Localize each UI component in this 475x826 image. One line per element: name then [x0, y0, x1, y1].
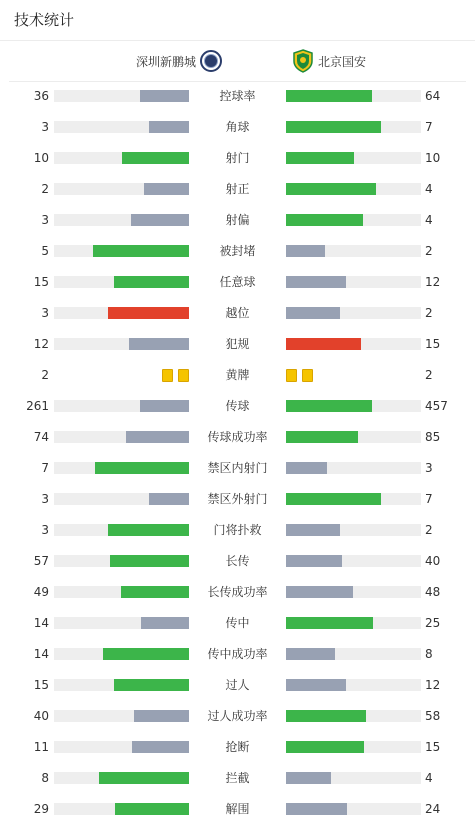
- away-stat-bar: [286, 121, 381, 133]
- stat-row: [0, 267, 475, 298]
- home-stat-value: 40: [33, 709, 49, 723]
- away-stat-value: 85: [425, 430, 441, 444]
- stat-row: [0, 732, 475, 763]
- home-team-logo-icon: [200, 50, 222, 72]
- away-stat-bar: [286, 741, 364, 753]
- away-stat-value: 48: [425, 585, 441, 599]
- stat-row: [0, 360, 475, 391]
- stat-label: 长传: [225, 554, 250, 568]
- home-team[interactable]: [136, 41, 222, 81]
- away-stat-bar-track: [286, 121, 421, 133]
- home-stat-bar-track: [54, 555, 189, 567]
- away-stat-bar-track: [286, 555, 421, 567]
- away-stat-bar-track: [286, 741, 421, 753]
- home-stat-value: 49: [33, 585, 49, 599]
- home-stat-bar: [95, 462, 190, 474]
- yellow-card-icon: [302, 369, 313, 382]
- away-stat-bar-track: [286, 462, 421, 474]
- away-stat-bar-track: [286, 710, 421, 722]
- away-stat-value: 4: [425, 182, 433, 196]
- away-stat-value: 2: [425, 368, 433, 382]
- home-stat-bar-track: [54, 648, 189, 660]
- away-stat-value: 2: [425, 244, 433, 258]
- home-stat-bar-track: [54, 772, 189, 784]
- away-stat-bar: [286, 214, 363, 226]
- home-stat-bar-track: [54, 586, 189, 598]
- stat-row: [0, 763, 475, 794]
- stat-row: [0, 515, 475, 546]
- home-stat-value: 10: [33, 151, 49, 165]
- home-stat-bar: [129, 338, 189, 350]
- stat-label: 被封堵: [219, 244, 256, 258]
- away-stat-bar: [286, 338, 361, 350]
- home-stat-bar: [99, 772, 189, 784]
- away-stat-bar-track: [286, 679, 421, 691]
- away-stat-bar: [286, 586, 353, 598]
- stat-row: [0, 329, 475, 360]
- home-stat-bar-track: [54, 493, 189, 505]
- away-stat-bar-track: [286, 183, 421, 195]
- stat-row: [0, 112, 475, 143]
- home-stat-bar: [110, 555, 189, 567]
- away-stat-bar-track: [286, 524, 421, 536]
- stat-row: [0, 205, 475, 236]
- stat-label: 拦截: [225, 771, 250, 785]
- away-stat-bar: [286, 648, 335, 660]
- stat-label: 任意球: [219, 275, 256, 289]
- stat-row: [0, 174, 475, 205]
- home-stat-bar-track: [54, 462, 189, 474]
- home-stat-bar-track: [54, 617, 189, 629]
- stat-label: 射偏: [225, 213, 250, 227]
- away-stat-bar: [286, 90, 372, 102]
- away-yellow-cards: [286, 369, 313, 382]
- home-stat-bar: [141, 617, 189, 629]
- home-stat-value: 36: [33, 89, 49, 103]
- home-stat-bar: [115, 803, 189, 815]
- home-stat-value: 261: [26, 399, 49, 413]
- away-stat-bar: [286, 152, 354, 164]
- home-stat-bar: [114, 276, 189, 288]
- home-stat-bar: [108, 307, 189, 319]
- away-stat-bar-track: [286, 338, 421, 350]
- away-stat-value: 3: [425, 461, 433, 475]
- home-stat-value: 15: [33, 275, 49, 289]
- stat-row: [0, 143, 475, 174]
- stat-label: 射正: [225, 182, 250, 196]
- home-stat-bar: [149, 493, 190, 505]
- home-stat-value: 3: [41, 523, 49, 537]
- team-header: [9, 41, 466, 82]
- away-stat-bar: [286, 710, 366, 722]
- home-stat-value: 74: [33, 430, 49, 444]
- home-stat-bar: [144, 183, 189, 195]
- away-stat-value: 10: [425, 151, 441, 165]
- home-stat-bar: [131, 214, 189, 226]
- away-stat-value: 64: [425, 89, 441, 103]
- home-stat-value: 7: [41, 461, 49, 475]
- away-stat-bar: [286, 307, 340, 319]
- stat-row: [0, 670, 475, 701]
- stat-label: 门将扑救: [213, 523, 262, 537]
- home-stat-bar-track: [54, 90, 189, 102]
- away-stat-bar: [286, 772, 331, 784]
- away-stat-value: 12: [425, 678, 441, 692]
- home-stat-bar: [126, 431, 189, 443]
- away-stat-value: 15: [425, 337, 441, 351]
- stat-label: 过人成功率: [207, 709, 268, 723]
- stat-row: [0, 701, 475, 732]
- stat-label: 传球: [225, 399, 250, 413]
- stat-label: 过人: [225, 678, 250, 692]
- away-stat-bar-track: [286, 307, 421, 319]
- section-title: 技术统计: [0, 0, 475, 41]
- away-stat-bar: [286, 617, 373, 629]
- stat-row: [0, 236, 475, 267]
- away-stat-value: 2: [425, 306, 433, 320]
- away-stat-bar-track: [286, 214, 421, 226]
- away-stat-bar: [286, 493, 381, 505]
- stat-label: 犯规: [225, 337, 250, 351]
- stat-row: [0, 81, 475, 112]
- away-stat-value: 25: [425, 616, 441, 630]
- away-stat-bar-track: [286, 803, 421, 815]
- away-stat-bar: [286, 524, 340, 536]
- stat-row: [0, 546, 475, 577]
- home-stat-value: 14: [33, 616, 49, 630]
- away-stat-bar: [286, 183, 376, 195]
- home-yellow-cards: [162, 369, 189, 382]
- away-stat-bar-track: [286, 617, 421, 629]
- away-stat-value: 58: [425, 709, 441, 723]
- home-stat-value: 2: [41, 368, 49, 382]
- stat-row: [0, 577, 475, 608]
- home-stat-bar: [140, 400, 189, 412]
- away-stat-value: 7: [425, 492, 433, 506]
- away-stat-value: 2: [425, 523, 433, 537]
- away-stat-bar-track: [286, 493, 421, 505]
- stat-label: 传球成功率: [207, 430, 268, 444]
- away-stat-bar-track: [286, 245, 421, 257]
- home-team-name: 深圳新鹏城: [135, 54, 196, 69]
- home-stat-value: 3: [41, 492, 49, 506]
- away-stat-bar-track: [286, 586, 421, 598]
- away-stat-value: 4: [425, 213, 433, 227]
- away-stat-value: 8: [425, 647, 433, 661]
- away-stat-bar: [286, 431, 358, 443]
- away-stat-value: 15: [425, 740, 441, 754]
- stat-label: 抢断: [225, 740, 250, 754]
- stat-row: [0, 298, 475, 329]
- away-stat-bar-track: [286, 276, 421, 288]
- home-stat-bar-track: [54, 152, 189, 164]
- away-stat-value: 457: [425, 399, 448, 413]
- stat-label: 角球: [225, 120, 250, 134]
- away-stat-value: 40: [425, 554, 441, 568]
- stat-label: 长传成功率: [207, 585, 268, 599]
- home-stat-value: 3: [41, 120, 49, 134]
- stat-label: 越位: [225, 306, 250, 320]
- home-stat-bar-track: [54, 710, 189, 722]
- home-stat-bar: [93, 245, 189, 257]
- stat-label: 传中成功率: [207, 647, 268, 661]
- stat-row: [0, 391, 475, 422]
- away-stat-value: 12: [425, 275, 441, 289]
- away-stat-bar-track: [286, 152, 421, 164]
- yellow-card-icon: [286, 369, 297, 382]
- away-stat-value: 7: [425, 120, 433, 134]
- away-stat-bar: [286, 803, 347, 815]
- home-stat-bar-track: [54, 679, 189, 691]
- home-stat-bar: [114, 679, 189, 691]
- stat-row: [0, 484, 475, 515]
- home-stat-bar-track: [54, 245, 189, 257]
- home-stat-value: 3: [41, 213, 49, 227]
- away-stat-value: 4: [425, 771, 433, 785]
- home-stat-value: 8: [41, 771, 49, 785]
- away-team[interactable]: [292, 41, 366, 81]
- away-stat-bar-track: [286, 90, 421, 102]
- away-stat-bar: [286, 245, 325, 257]
- home-stat-bar-track: [54, 741, 189, 753]
- stat-row: [0, 608, 475, 639]
- away-stat-bar: [286, 679, 346, 691]
- home-stat-bar: [134, 710, 189, 722]
- stat-label: 黄牌: [225, 368, 250, 382]
- home-stat-value: 14: [33, 647, 49, 661]
- home-stat-value: 11: [33, 740, 49, 754]
- away-stat-bar-track: [286, 772, 421, 784]
- home-stat-value: 57: [33, 554, 49, 568]
- stat-label: 禁区内射门: [207, 461, 268, 475]
- home-stat-bar: [108, 524, 189, 536]
- home-stat-value: 12: [33, 337, 49, 351]
- stat-row: [0, 422, 475, 453]
- away-stat-bar-track: [286, 400, 421, 412]
- stat-label: 禁区外射门: [207, 492, 268, 506]
- home-stat-bar: [103, 648, 189, 660]
- away-stat-bar-track: [286, 431, 421, 443]
- home-stat-bar-track: [54, 276, 189, 288]
- stat-label: 传中: [225, 616, 250, 630]
- home-stat-bar-track: [54, 431, 189, 443]
- yellow-card-icon: [162, 369, 173, 382]
- home-stat-bar-track: [54, 338, 189, 350]
- home-stat-bar: [149, 121, 190, 133]
- home-stat-bar-track: [54, 307, 189, 319]
- home-stat-bar: [140, 90, 189, 102]
- home-stat-bar: [121, 586, 189, 598]
- home-stat-bar-track: [54, 121, 189, 133]
- home-stat-value: 5: [41, 244, 49, 258]
- home-stat-bar-track: [54, 524, 189, 536]
- away-stat-bar: [286, 462, 327, 474]
- away-team-logo-icon: [292, 49, 314, 73]
- home-stat-bar-track: [54, 214, 189, 226]
- away-stat-value: 24: [425, 802, 441, 816]
- stat-row: [0, 794, 475, 825]
- away-stat-bar: [286, 276, 346, 288]
- home-stat-value: 2: [41, 182, 49, 196]
- stat-label: 射门: [225, 151, 250, 165]
- away-stat-bar: [286, 400, 372, 412]
- stat-label: 解围: [225, 802, 250, 816]
- home-stat-bar-track: [54, 183, 189, 195]
- home-stat-bar-track: [54, 400, 189, 412]
- home-stat-value: 29: [33, 802, 49, 816]
- stat-row: [0, 453, 475, 484]
- away-stat-bar-track: [286, 648, 421, 660]
- home-stat-bar-track: [54, 803, 189, 815]
- stats-list: [0, 81, 475, 825]
- home-stat-bar: [132, 741, 189, 753]
- yellow-card-icon: [178, 369, 189, 382]
- home-stat-value: 3: [41, 306, 49, 320]
- home-stat-bar: [122, 152, 190, 164]
- away-stat-bar: [286, 555, 342, 567]
- stat-row: [0, 639, 475, 670]
- home-stat-value: 15: [33, 678, 49, 692]
- stat-label: 控球率: [219, 89, 256, 103]
- away-team-name: 北京国安: [318, 54, 367, 69]
